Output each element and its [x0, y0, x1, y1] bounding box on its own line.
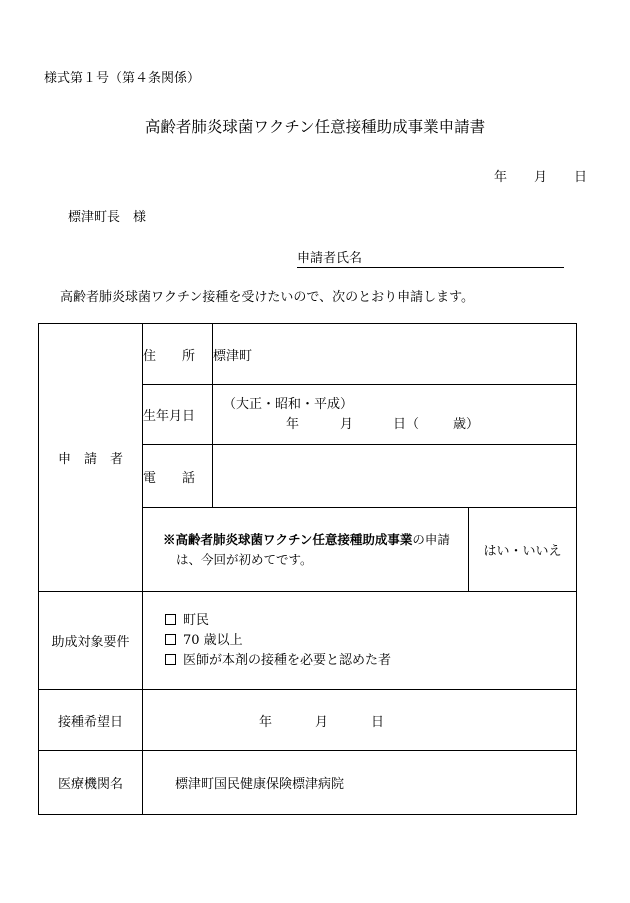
- checkbox-icon[interactable]: [165, 614, 176, 625]
- address-field[interactable]: [213, 324, 577, 385]
- checkbox-icon[interactable]: [165, 634, 176, 645]
- first-application-question: [143, 508, 469, 592]
- requirements-label: 助成対象要件: [51, 635, 130, 650]
- applicant-name-label: 申請者氏名: [297, 251, 363, 266]
- intro-text: 高齢者肺炎球菌ワクチン接種を受けたいので、次のとおり申請します。: [60, 290, 475, 305]
- answer-options[interactable]: はい・いいえ: [483, 544, 562, 559]
- desired-date-field[interactable]: [143, 690, 577, 751]
- birth-eras: （大正・昭和・平成）: [223, 396, 354, 412]
- birth-age: 歳）: [453, 416, 480, 432]
- address-value: 標津町: [213, 348, 253, 364]
- institution-label-cell: [39, 751, 143, 815]
- date-month: 月: [534, 170, 548, 185]
- addressee: 標津町長 様: [68, 210, 147, 225]
- phone-label: 電 話: [143, 470, 196, 486]
- birth-month: 月: [340, 416, 354, 432]
- requirements-list: [143, 592, 577, 690]
- address-label: 住 所: [143, 348, 196, 364]
- birth-label: 生年月日: [143, 409, 196, 424]
- requirement-text: 医師が本剤の接種を必要と認めた者: [183, 652, 392, 668]
- institution-value: 標津町国民健康保険標津病院: [175, 777, 345, 792]
- birth-label-cell: [143, 385, 213, 445]
- institution-label: 医療機関名: [57, 777, 123, 792]
- desired-date-label: 接種希望日: [57, 714, 123, 730]
- requirement-item[interactable]: [165, 631, 576, 651]
- applicant-header: 申 請 者: [57, 452, 123, 467]
- requirement-text: 町民: [183, 612, 210, 628]
- desired-date-label-cell: [39, 690, 143, 751]
- phone-label-cell: [143, 445, 213, 508]
- date-year: 年: [494, 170, 508, 185]
- checkbox-icon[interactable]: [165, 654, 176, 665]
- question-rest-1: の申請: [412, 531, 450, 547]
- answer-options-cell[interactable]: [469, 508, 577, 592]
- applicant-name-field[interactable]: [297, 247, 564, 268]
- birth-day: 日（: [393, 416, 420, 432]
- birth-field[interactable]: [213, 385, 577, 445]
- desired-day: 日: [371, 714, 385, 730]
- birth-year: 年: [286, 416, 300, 432]
- requirements-label-cell: [39, 592, 143, 690]
- question-line-2: は、今回が初めてです。: [176, 551, 313, 567]
- desired-year: 年: [259, 714, 273, 730]
- birth-date-parts: [223, 415, 576, 435]
- requirement-text: 70 歳以上: [183, 632, 243, 648]
- document-title: 高齢者肺炎球菌ワクチン任意接種助成事業申請書: [144, 118, 486, 136]
- institution-field: [143, 751, 577, 815]
- date-line: [494, 166, 587, 185]
- requirement-item[interactable]: [165, 611, 576, 631]
- date-day: 日: [574, 170, 588, 185]
- question-bold: ※高齢者肺炎球菌ワクチン任意接種助成事業: [163, 531, 413, 547]
- application-table: [38, 323, 577, 815]
- phone-field[interactable]: [213, 445, 577, 508]
- address-label-cell: [143, 324, 213, 385]
- applicant-header-cell: [39, 324, 143, 592]
- form-number: 様式第１号（第４条関係）: [44, 71, 201, 86]
- requirement-item[interactable]: [165, 651, 576, 671]
- desired-month: 月: [315, 714, 329, 730]
- question-line-1: [163, 530, 468, 550]
